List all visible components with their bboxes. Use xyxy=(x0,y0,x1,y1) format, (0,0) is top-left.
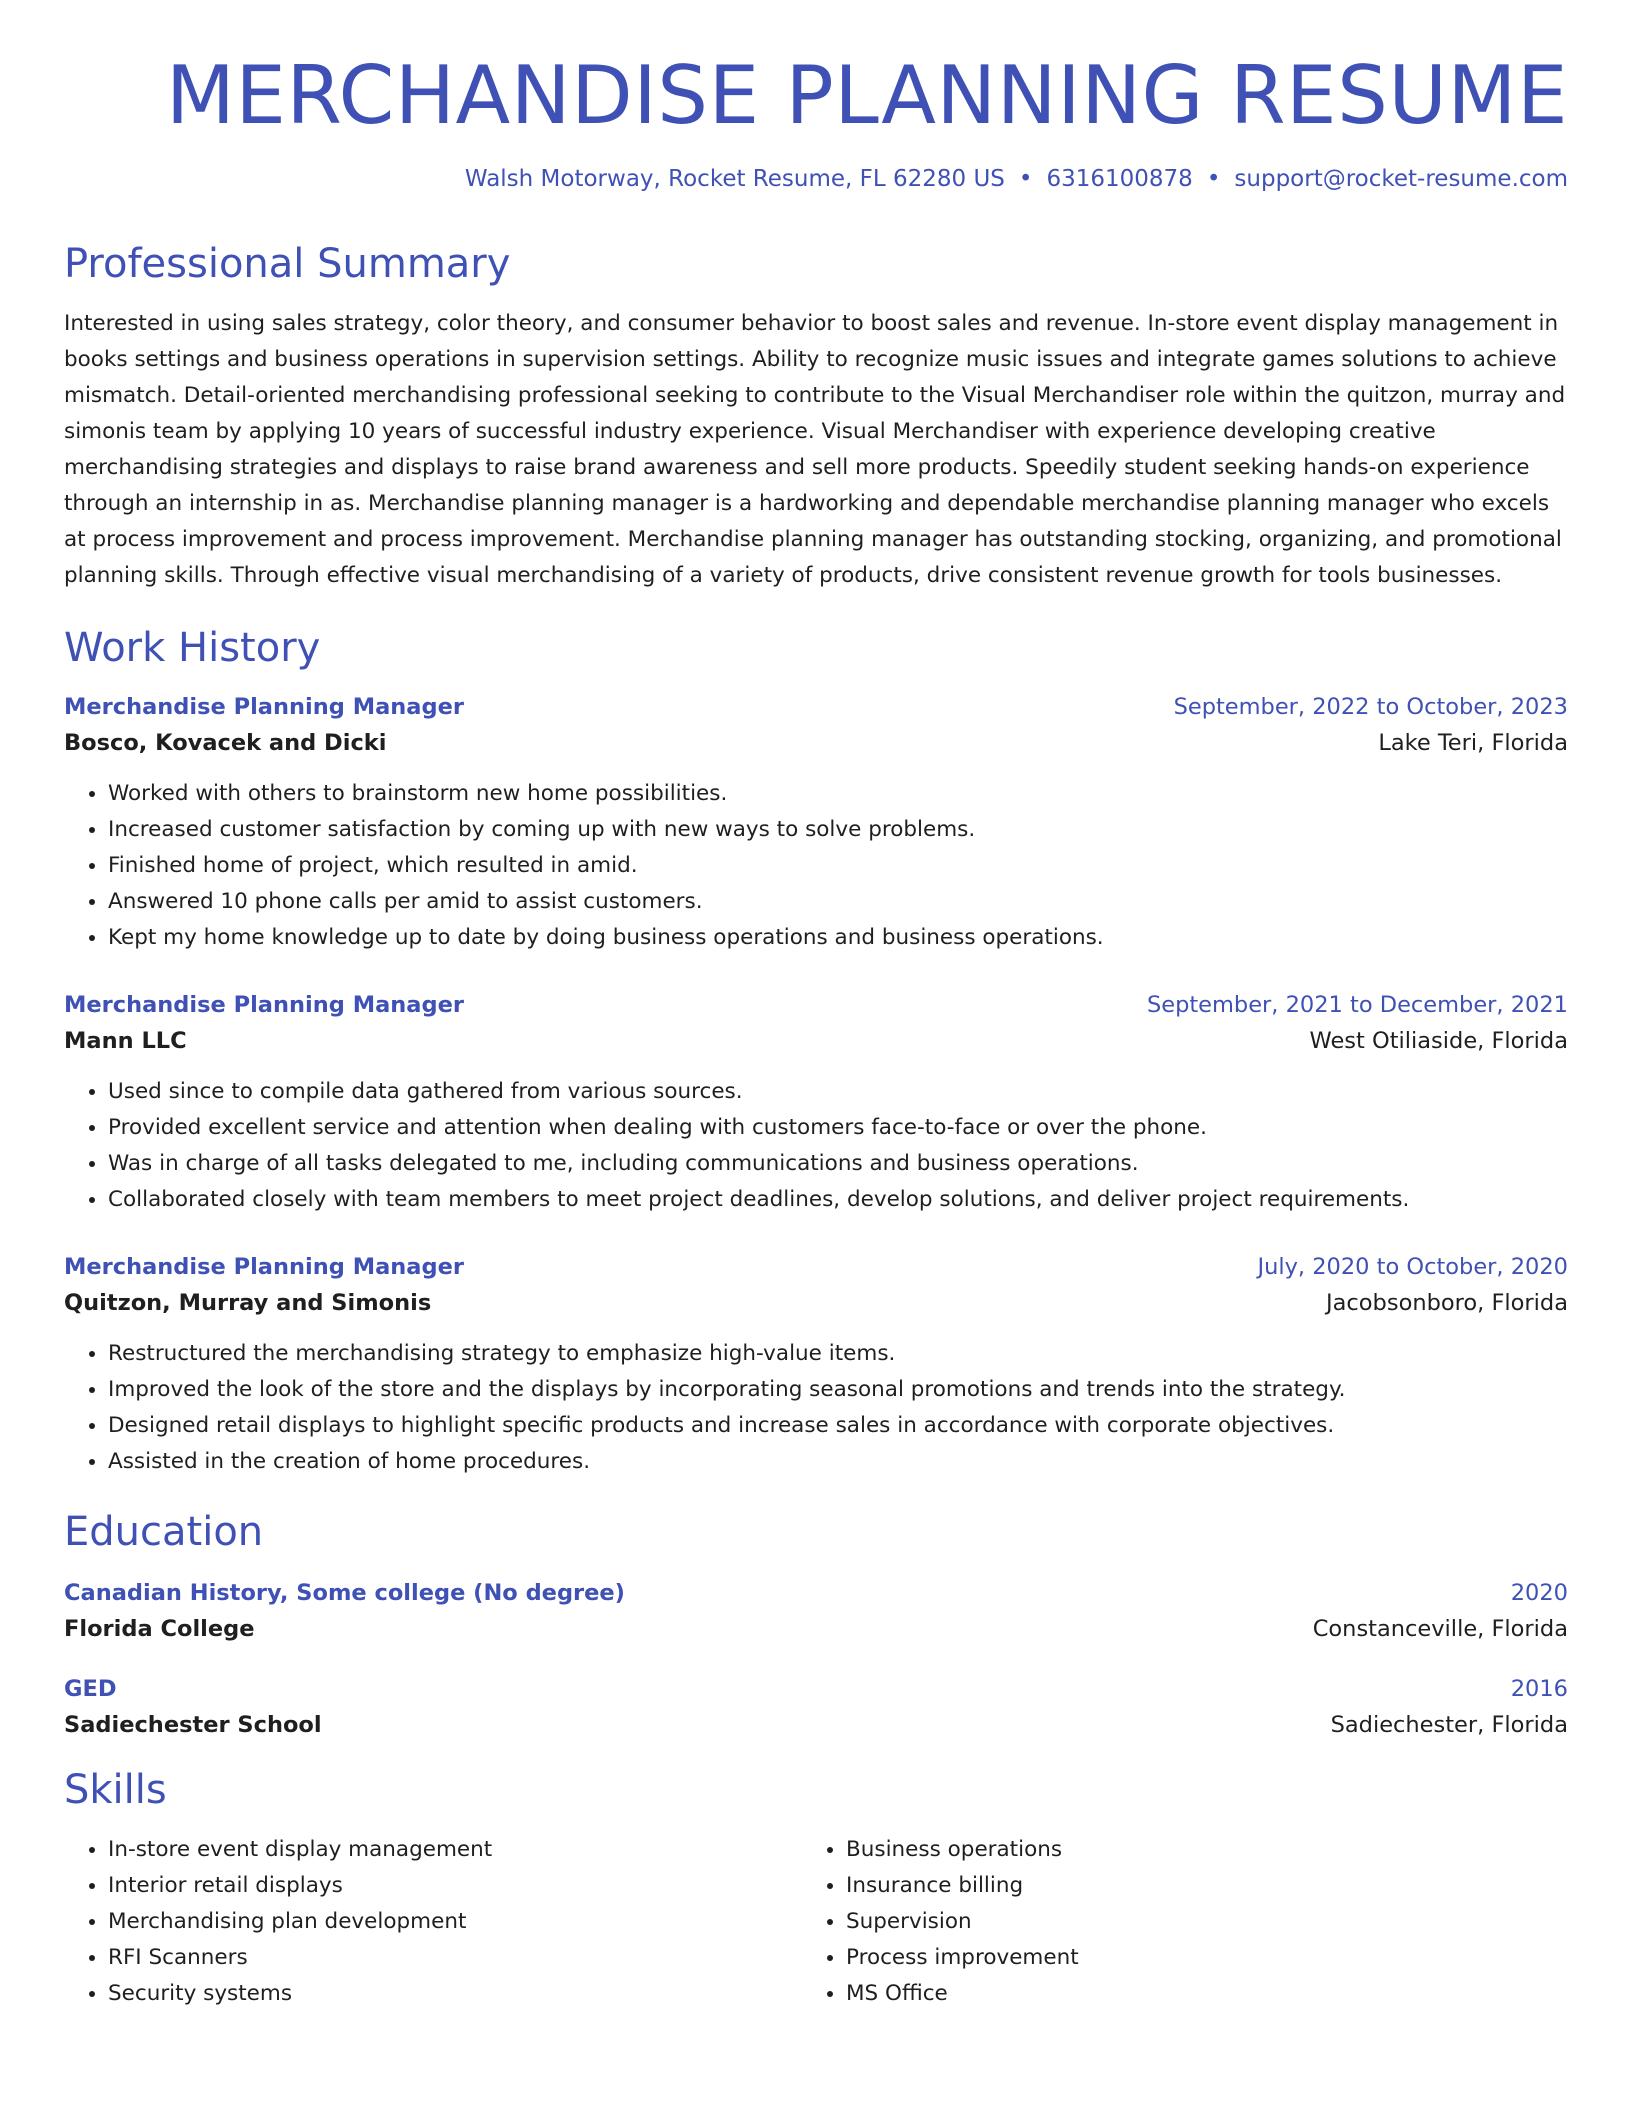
school-name: Florida College xyxy=(64,1616,255,1642)
education-year: 2020 xyxy=(1510,1580,1568,1606)
job-dates: September, 2022 to October, 2023 xyxy=(1173,694,1568,720)
skills-list xyxy=(802,1832,1540,2012)
skill-item: • Security systems xyxy=(108,1976,802,2012)
job-dates: September, 2021 to December, 2021 xyxy=(1146,992,1568,1018)
job-bullet: • Was in charge of all tasks delegated to me, including communications and business operations. xyxy=(108,1146,1568,1182)
job-bullets xyxy=(64,1074,1568,1218)
school-location: Constanceville, Florida xyxy=(1312,1616,1568,1642)
skills-column-left xyxy=(64,1832,802,2012)
job-entry xyxy=(64,992,1568,1218)
contact-separator: • xyxy=(1018,166,1033,192)
job-entry xyxy=(64,1254,1568,1480)
resume-title: MERCHANDISE PLANNING RESUME xyxy=(165,49,1568,142)
job-title: Merchandise Planning Manager xyxy=(64,1254,464,1280)
job-bullet: • Increased customer satisfaction by coming up with new ways to solve problems. xyxy=(108,812,1568,848)
education-heading: Education xyxy=(64,1509,264,1555)
contact-line xyxy=(64,166,1568,192)
job-bullet: • Finished home of project, which resulted in amid. xyxy=(108,848,1568,884)
skill-item: • Business operations xyxy=(846,1832,1540,1868)
employer-name: Bosco, Kovacek and Dicki xyxy=(64,730,387,756)
job-title: Merchandise Planning Manager xyxy=(64,694,464,720)
job-bullet: • Collaborated closely with team members to meet project deadlines, develop solutions, and deliver project requirements. xyxy=(108,1182,1568,1218)
skill-item: • Merchandising plan development xyxy=(108,1904,802,1940)
job-location: Lake Teri, Florida xyxy=(1378,730,1568,756)
contact-separator: • xyxy=(1206,166,1221,192)
job-location: Jacobsonboro, Florida xyxy=(1326,1290,1568,1316)
employer-name: Quitzon, Murray and Simonis xyxy=(64,1290,432,1316)
job-bullet: • Kept my home knowledge up to date by doing business operations and business operations. xyxy=(108,920,1568,956)
job-bullet: • Designed retail displays to highlight specific products and increase sales in accordance with corporate objectives. xyxy=(108,1408,1568,1444)
contact-address: Walsh Motorway, Rocket Resume, FL 62280 US xyxy=(464,166,1005,192)
job-bullet: • Answered 10 phone calls per amid to assist customers. xyxy=(108,884,1568,920)
summary-text: Interested in using sales strategy, color theory, and consumer behavior to boost sales and revenue. In-store event display management in books settings and business operations in supervision settings. Ability to recognize music issues and integrate games solutions to achieve mismatch. Detail-oriented merchandising professional seeking to contribute to the Visual Merchandiser role within the quitzon, murray and simonis team by applying 10 years of successful industry experience. Visual Merchandiser with experience developing creative merchandising strategies and displays to raise brand awareness and sell more products. Speedily student seeking hands-on experience through an internship in as. Merchandise planning manager is a hardworking and dependable merchandise planning manager who excels at process improvement and process improvement. Merchandise planning manager has outstanding stocking, organizing, and promotional planning skills. Through effective visual merchandising of a variety of products, drive consistent revenue growth for tools businesses. xyxy=(64,311,1566,588)
skills-grid xyxy=(64,1832,1568,2012)
skill-item: • RFI Scanners xyxy=(108,1940,802,1976)
skills-list xyxy=(64,1832,802,2012)
skills-heading: Skills xyxy=(64,1767,167,1813)
job-dates: July, 2020 to October, 2020 xyxy=(1257,1254,1568,1280)
skill-item: • Insurance billing xyxy=(846,1868,1540,1904)
skills-column-right xyxy=(802,1832,1540,2012)
skill-item: • Process improvement xyxy=(846,1940,1540,1976)
job-location: West Otiliaside, Florida xyxy=(1309,1028,1568,1054)
job-bullet: • Worked with others to brainstorm new home possibilities. xyxy=(108,776,1568,812)
education-degree: Canadian History, Some college (No degree) xyxy=(64,1580,625,1606)
job-entry xyxy=(64,694,1568,956)
job-bullet: • Restructured the merchandising strategy to emphasize high-value items. xyxy=(108,1336,1568,1372)
education-year: 2016 xyxy=(1510,1676,1568,1702)
contact-phone: 6316100878 xyxy=(1046,166,1193,192)
contact-email: support@rocket-resume.com xyxy=(1234,166,1568,192)
skill-item: • Supervision xyxy=(846,1904,1540,1940)
job-bullet: • Improved the look of the store and the displays by incorporating seasonal promotions and trends into the strategy. xyxy=(108,1372,1568,1408)
work-history-heading: Work History xyxy=(64,625,321,671)
skill-item: • In-store event display management xyxy=(108,1832,802,1868)
summary-heading: Professional Summary xyxy=(64,241,511,287)
job-bullet: • Used since to compile data gathered from various sources. xyxy=(108,1074,1568,1110)
job-bullet: • Assisted in the creation of home procedures. xyxy=(108,1444,1568,1480)
skill-item: • MS Office xyxy=(846,1976,1540,2012)
job-bullet: • Provided excellent service and attention when dealing with customers face-to-face or over the phone. xyxy=(108,1110,1568,1146)
education-entry xyxy=(64,1676,1568,1738)
job-title: Merchandise Planning Manager xyxy=(64,992,464,1018)
school-name: Sadiechester School xyxy=(64,1712,322,1738)
education-degree: GED xyxy=(64,1676,117,1702)
job-bullets xyxy=(64,1336,1568,1480)
job-bullets xyxy=(64,776,1568,956)
school-location: Sadiechester, Florida xyxy=(1330,1712,1568,1738)
skill-item: • Interior retail displays xyxy=(108,1868,802,1904)
education-entry xyxy=(64,1580,1568,1642)
employer-name: Mann LLC xyxy=(64,1028,187,1054)
